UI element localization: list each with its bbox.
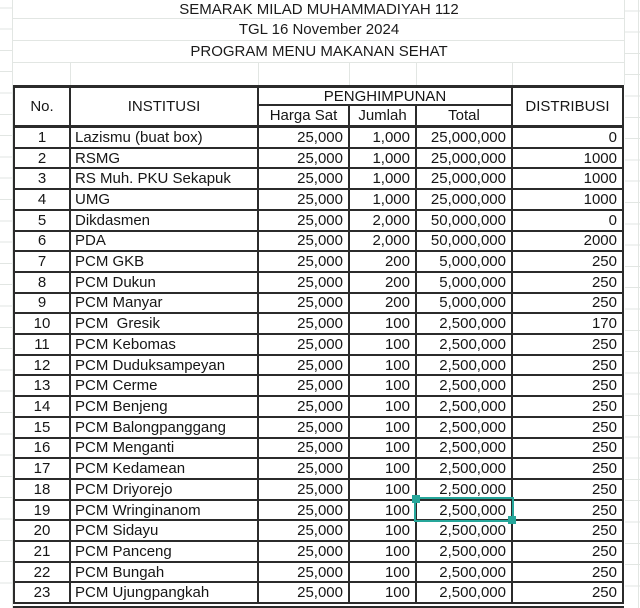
cell-harga-sat[interactable]: 25,000 — [259, 439, 350, 458]
sheet-gridline-vertical — [12, 0, 13, 85]
cell-institusi[interactable]: PDA — [71, 232, 259, 251]
cell-jumlah[interactable]: 100 — [350, 397, 417, 416]
cell-no[interactable]: 9 — [15, 294, 71, 313]
cell-institusi[interactable]: RS Muh. PKU Sekapuk — [71, 169, 259, 188]
sheet-title-program[interactable]: PROGRAM MENU MAKANAN SEHAT — [13, 41, 625, 63]
cell-institusi[interactable]: PCM Kedamean — [71, 459, 259, 478]
data-table — [13, 85, 624, 604]
cell-harga-sat[interactable]: 25,000 — [259, 190, 350, 209]
cell-harga-sat[interactable]: 25,000 — [259, 335, 350, 354]
cell-total[interactable]: 25,000,000 — [417, 149, 513, 168]
table-row — [15, 439, 622, 460]
cell-institusi[interactable]: PCM Panceng — [71, 542, 259, 561]
cell-distribusi[interactable]: 250 — [591, 522, 617, 540]
cell-jumlah[interactable]: 200 — [350, 273, 417, 292]
cell-harga-sat[interactable]: 25,000 — [259, 314, 350, 333]
table-row — [15, 501, 622, 522]
cell-jumlah[interactable]: 100 — [350, 418, 417, 437]
cell-institusi[interactable]: RSMG — [71, 149, 259, 168]
cell-harga-sat[interactable]: 25,000 — [259, 397, 350, 416]
cell-no[interactable]: 7 — [15, 252, 71, 271]
table-row — [15, 273, 622, 294]
cell-jumlah[interactable]: 100 — [350, 314, 417, 333]
cell-total[interactable]: 5,000,000 — [417, 273, 513, 292]
cell-jumlah[interactable]: 100 — [350, 563, 417, 582]
cell-distribusi[interactable]: 1000 — [583, 149, 617, 167]
cell-distribusi[interactable]: 250 — [591, 542, 617, 560]
header-harga-sat[interactable]: Harga Sat — [259, 106, 350, 125]
table-row — [15, 128, 622, 149]
cell-institusi[interactable]: PCM Wringinanom — [71, 501, 259, 520]
cell-institusi[interactable]: PCM Ujungpangkah — [71, 583, 259, 602]
cell-total[interactable]: 2,500,000 — [417, 521, 513, 540]
cell-harga-sat[interactable]: 25,000 — [259, 583, 350, 602]
cell-harga-sat[interactable]: 25,000 — [259, 232, 350, 251]
table-row — [15, 480, 622, 501]
cell-distribusi[interactable]: 250 — [591, 397, 617, 415]
cell-no[interactable]: 3 — [15, 169, 71, 188]
cell-jumlah[interactable]: 1,000 — [350, 190, 417, 209]
cell-distribusi[interactable]: 250 — [591, 584, 617, 602]
sheet-gridline-vertical — [258, 62, 259, 85]
cell-distribusi[interactable]: 250 — [591, 418, 617, 436]
cell-institusi[interactable]: PCM Duduksampeyan — [71, 356, 259, 375]
cell-no[interactable]: 14 — [15, 397, 71, 416]
cell-jumlah[interactable]: 100 — [350, 501, 417, 520]
table-row — [15, 376, 622, 397]
cell-distribusi[interactable]: 250 — [591, 273, 617, 291]
cell-no[interactable]: 11 — [15, 335, 71, 354]
cell-total[interactable]: 2,500,000 — [417, 542, 513, 561]
cell-jumlah[interactable]: 1,000 — [350, 128, 417, 147]
cell-institusi[interactable]: PCM Bungah — [71, 563, 259, 582]
cell-institusi[interactable]: Lazismu (buat box) — [71, 128, 259, 147]
cell-no[interactable]: 1 — [15, 128, 71, 147]
cell-no[interactable]: 12 — [15, 356, 71, 375]
cell-jumlah[interactable]: 100 — [350, 583, 417, 602]
cell-harga-sat[interactable]: 25,000 — [259, 459, 350, 478]
cell-no[interactable]: 20 — [15, 521, 71, 540]
cell-institusi[interactable]: PCM Manyar — [71, 294, 259, 313]
cell-total[interactable]: 25,000,000 — [417, 169, 513, 188]
cell-total[interactable]: 2,500,000 — [417, 563, 513, 582]
cell-total[interactable]: 2,500,000 — [417, 418, 513, 437]
sheet-gridline-vertical — [638, 0, 639, 608]
cell-distribusi[interactable]: 0 — [608, 211, 617, 229]
cell-distribusi[interactable]: 2000 — [583, 232, 617, 250]
cell-total[interactable]: 25,000,000 — [417, 190, 513, 209]
cell-institusi[interactable]: PCM GKB — [71, 252, 259, 271]
cell-harga-sat[interactable]: 25,000 — [259, 376, 350, 395]
table-row — [15, 149, 622, 170]
cell-no[interactable]: 19 — [15, 501, 71, 520]
table-row — [15, 232, 622, 253]
cell-distribusi[interactable]: 0 — [608, 128, 617, 146]
table-row — [15, 190, 622, 211]
sheet-title-event[interactable]: SEMARAK MILAD MUHAMMADIYAH 112 — [13, 0, 625, 19]
cell-no[interactable]: 15 — [15, 418, 71, 437]
cell-jumlah[interactable]: 200 — [350, 252, 417, 271]
cell-distribusi[interactable]: 250 — [591, 294, 617, 312]
header-no[interactable]: No. — [15, 88, 71, 125]
sheet-title-date[interactable]: TGL 16 November 2024 — [13, 19, 625, 41]
table-row — [15, 397, 622, 418]
cell-distribusi[interactable]: 170 — [591, 315, 617, 333]
cell-institusi[interactable]: PCM Sidayu — [71, 521, 259, 540]
table-row — [15, 459, 622, 480]
cell-institusi[interactable]: PCM Menganti — [71, 439, 259, 458]
cell-jumlah[interactable]: 2,000 — [350, 232, 417, 251]
cell-total[interactable]: 5,000,000 — [417, 252, 513, 271]
cell-harga-sat[interactable]: 25,000 — [259, 169, 350, 188]
sheet-gridline-vertical — [349, 62, 350, 85]
cell-jumlah[interactable]: 100 — [350, 542, 417, 561]
table-row — [15, 335, 622, 356]
cell-no[interactable]: 6 — [15, 232, 71, 251]
cell-institusi[interactable]: UMG — [71, 190, 259, 209]
cell-harga-sat[interactable]: 25,000 — [259, 252, 350, 271]
cell-total[interactable]: 50,000,000 — [417, 211, 513, 230]
table-row — [15, 542, 622, 563]
cell-total[interactable]: 2,500,000 — [417, 583, 513, 602]
table-row — [15, 314, 622, 335]
cell-no[interactable]: 10 — [15, 314, 71, 333]
cell-institusi[interactable]: PCM Kebomas — [71, 335, 259, 354]
selected-cell-border[interactable] — [414, 497, 514, 522]
table-row — [15, 583, 622, 602]
header-total[interactable]: Total — [417, 106, 513, 125]
cell-jumlah[interactable]: 100 — [350, 335, 417, 354]
cell-harga-sat[interactable]: 25,000 — [259, 542, 350, 561]
cell-total[interactable]: 25,000,000 — [417, 128, 513, 147]
selection-handle-bottom-right[interactable] — [508, 516, 516, 524]
cell-institusi[interactable]: Dikdasmen — [71, 211, 259, 230]
cell-harga-sat[interactable]: 25,000 — [259, 480, 350, 499]
cell-institusi[interactable]: PCM Cerme — [71, 376, 259, 395]
cell-total[interactable]: 2,500,000 — [417, 356, 513, 375]
cell-no[interactable]: 4 — [15, 190, 71, 209]
sheet-gridline-vertical — [416, 62, 417, 85]
cell-jumlah[interactable]: 100 — [350, 356, 417, 375]
selection-handle-top-left[interactable] — [412, 495, 420, 503]
cell-no[interactable]: 22 — [15, 563, 71, 582]
cell-harga-sat[interactable]: 25,000 — [259, 501, 350, 520]
cell-institusi[interactable]: PCM Driyorejo — [71, 480, 259, 499]
cell-institusi[interactable]: PCM Dukun — [71, 273, 259, 292]
cell-institusi[interactable]: PCM Benjeng — [71, 397, 259, 416]
cell-jumlah[interactable]: 100 — [350, 480, 417, 499]
cell-no[interactable]: 23 — [15, 583, 71, 602]
cell-jumlah[interactable]: 1,000 — [350, 169, 417, 188]
sheet-gridline-vertical — [512, 62, 513, 85]
table-row — [15, 418, 622, 439]
cell-distribusi[interactable]: 250 — [591, 460, 617, 478]
cell-distribusi[interactable]: 1000 — [583, 170, 617, 188]
cell-jumlah[interactable]: 200 — [350, 294, 417, 313]
table-body — [15, 128, 622, 602]
header-distribusi[interactable]: DISTRIBUSI — [525, 98, 610, 115]
cell-distribusi[interactable]: 250 — [591, 335, 617, 353]
cell-institusi[interactable]: PCM Balongpanggang — [71, 418, 259, 437]
cell-total[interactable]: 2,500,000 — [417, 459, 513, 478]
cell-no[interactable]: 13 — [15, 376, 71, 395]
cell-total[interactable]: 50,000,000 — [417, 232, 513, 251]
cell-jumlah[interactable]: 100 — [350, 439, 417, 458]
table-row — [15, 252, 622, 273]
cell-total[interactable]: 2,500,000 — [417, 480, 513, 499]
table-row — [15, 294, 622, 315]
cell-harga-sat[interactable]: 25,000 — [259, 563, 350, 582]
cell-total[interactable]: 2,500,000 — [417, 501, 513, 520]
cell-jumlah[interactable]: 100 — [350, 459, 417, 478]
cell-harga-sat[interactable]: 25,000 — [259, 356, 350, 375]
table-row — [15, 169, 622, 190]
cell-jumlah[interactable]: 100 — [350, 521, 417, 540]
cell-total[interactable]: 2,500,000 — [417, 397, 513, 416]
cell-no[interactable]: 21 — [15, 542, 71, 561]
cell-total[interactable]: 2,500,000 — [417, 335, 513, 354]
cell-total[interactable]: 2,500,000 — [417, 376, 513, 395]
cell-jumlah[interactable]: 100 — [350, 376, 417, 395]
cell-distribusi[interactable]: 250 — [591, 439, 617, 457]
header-penghimpunan[interactable]: PENGHIMPUNAN — [259, 88, 513, 106]
cell-no[interactable]: 5 — [15, 211, 71, 230]
cell-distribusi[interactable]: 250 — [591, 377, 617, 395]
cell-harga-sat[interactable]: 25,000 — [259, 149, 350, 168]
sheet-gridline-vertical — [70, 62, 71, 85]
cell-no[interactable]: 18 — [15, 480, 71, 499]
header-jumlah[interactable]: Jumlah — [350, 106, 417, 125]
cell-distribusi[interactable]: 250 — [591, 356, 617, 374]
table-row — [15, 563, 622, 584]
cell-distribusi[interactable]: 250 — [591, 563, 617, 581]
cell-harga-sat[interactable]: 25,000 — [259, 128, 350, 147]
table-header — [15, 88, 622, 128]
cell-no[interactable]: 16 — [15, 439, 71, 458]
sheet-gridline-vertical — [624, 0, 625, 85]
table-row — [15, 356, 622, 377]
cell-harga-sat[interactable]: 25,000 — [259, 211, 350, 230]
cell-harga-sat[interactable]: 25,000 — [259, 521, 350, 540]
table-row — [15, 211, 622, 232]
cell-no[interactable]: 8 — [15, 273, 71, 292]
cell-total[interactable]: 2,500,000 — [417, 439, 513, 458]
cell-total[interactable]: 5,000,000 — [417, 294, 513, 313]
cell-distribusi[interactable]: 1000 — [583, 190, 617, 208]
cell-jumlah[interactable]: 1,000 — [350, 149, 417, 168]
cell-distribusi[interactable]: 250 — [591, 480, 617, 498]
cell-distribusi[interactable]: 250 — [591, 501, 617, 519]
header-institusi[interactable]: INSTITUSI — [71, 88, 259, 125]
cell-institusi[interactable]: PCM Gresik — [71, 314, 259, 333]
cell-harga-sat[interactable]: 25,000 — [259, 294, 350, 313]
cell-total[interactable]: 2,500,000 — [417, 314, 513, 333]
cell-jumlah[interactable]: 2,000 — [350, 211, 417, 230]
cell-no[interactable]: 17 — [15, 459, 71, 478]
sheet-edge-left — [0, 0, 13, 608]
cell-harga-sat[interactable]: 25,000 — [259, 418, 350, 437]
cell-distribusi[interactable]: 250 — [591, 253, 617, 271]
table-row — [15, 521, 622, 542]
cell-harga-sat[interactable]: 25,000 — [259, 273, 350, 292]
cell-no[interactable]: 2 — [15, 149, 71, 168]
